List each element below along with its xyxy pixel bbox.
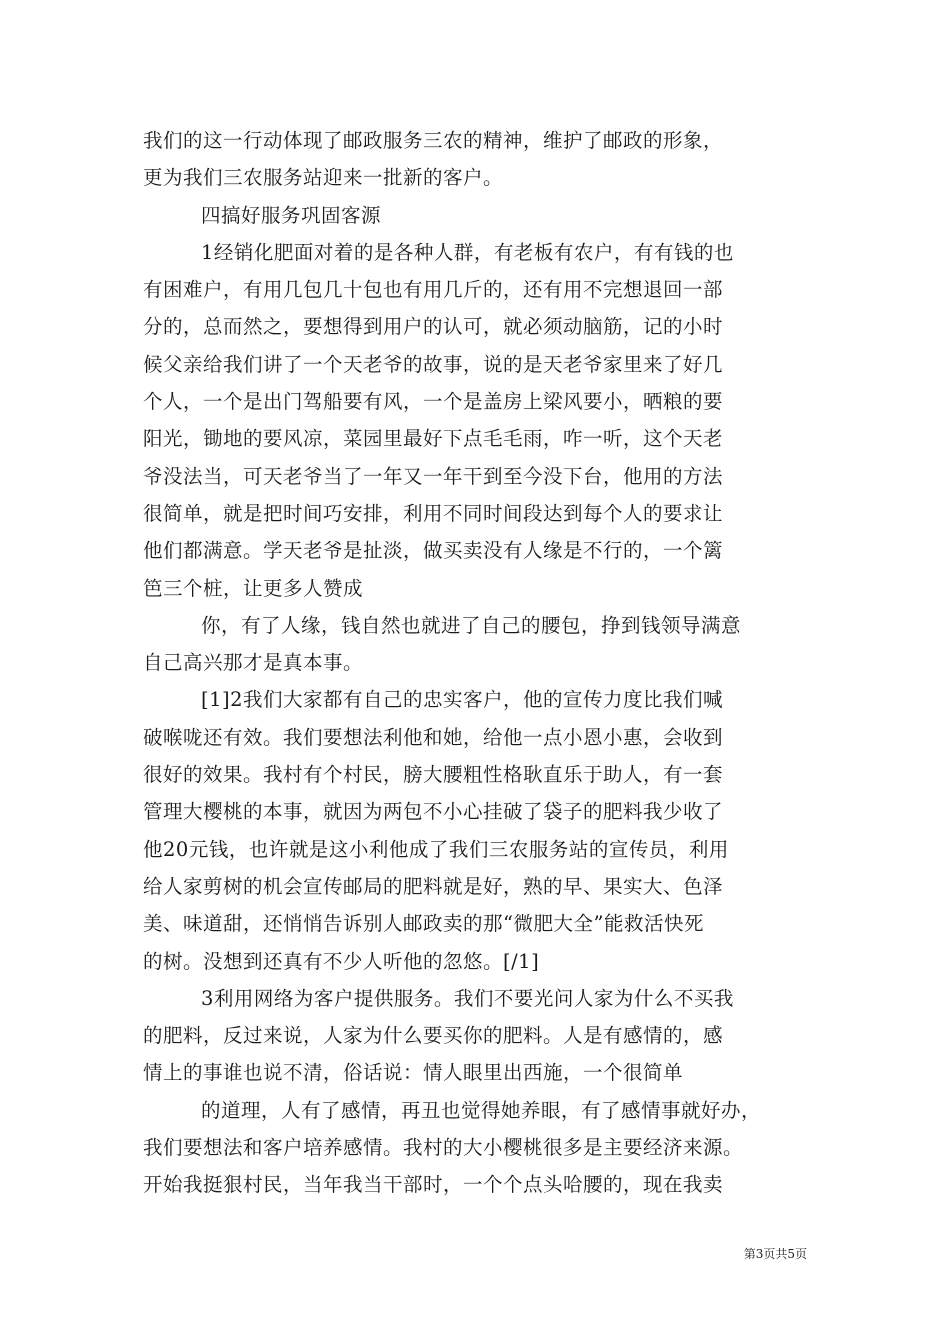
text-line: 我们的这一行动体现了邮政服务三农的精神，维护了邮政的形象， (143, 129, 724, 152)
page-number: 第3页共5页 (743, 1247, 807, 1261)
text-line: 候父亲给我们讲了一个天老爷的故事，说的是天老爷家里来了好几 (143, 352, 724, 376)
text-line: 开始我挺狠村民，当年我当干部时，一个个点头哈腰的，现在我卖 (143, 1173, 724, 1197)
text-line: 四搞好服务巩固客源 (201, 203, 382, 227)
text-line: 情上的事谁也说不清，俗话说：情人眼里出西施，一个很简单 (143, 1061, 684, 1085)
text-line: 自己高兴那才是真本事。 (143, 651, 364, 675)
text-line: 他们都满意。学天老爷是扯淡，做买卖没有人缘是不行的，一个篱 (143, 539, 724, 563)
text-line: 1经销化肥面对着的是各种人群，有老板有农户，有有钱的也 (201, 240, 734, 264)
text-line: [1]2我们大家都有自己的忠实客户，他的宣传力度比我们喊 (201, 688, 724, 712)
text-line: 的树。没想到还真有不少人听他的忽悠。[/1] (143, 949, 540, 973)
text-line: 他20元钱，也许就是这小利他成了我们三农服务站的宣传员，利用 (143, 837, 729, 861)
text-line: 更为我们三农服务站迎来一批新的客户。 (143, 166, 504, 190)
text-line: 的道理，人有了感情，再丑也觉得她养眼，有了感情事就好办， (201, 1098, 762, 1122)
text-line: 有困难户，有用几包几十包也有用几斤的，还有用不完想退回一部 (143, 278, 724, 302)
text-line: 我们要想法和客户培养感情。我村的大小樱桃很多是主要经济来源。 (143, 1136, 744, 1160)
text-line: 笆三个桩，让更多人赞成 (143, 576, 364, 600)
text-line: 个人，一个是出门驾船要有风，一个是盖房上梁风要小，晒粮的要 (143, 390, 724, 414)
text-line: 你，有了人缘，钱自然也就进了自己的腰包，挣到钱领导满意 (201, 613, 742, 637)
text-line: 管理大樱桃的本事，就因为两包不小心挂破了袋子的肥料我少收了 (143, 800, 724, 824)
text-line: 的肥料，反过来说，人家为什么要买你的肥料。人是有感情的，感 (143, 1024, 724, 1048)
text-line: 破喉咙还有效。我们要想法利他和她，给他一点小恩小惠，会收到 (143, 725, 724, 749)
document-body (143, 122, 813, 1204)
text-line: 爷没法当，可天老爷当了一年又一年干到至今没下台，他用的方法 (143, 464, 724, 488)
text-line: 3利用网络为客户提供服务。我们不要光问人家为什么不买我 (201, 986, 734, 1010)
text-line: 很简单，就是把时间巧安排，利用不同时间段达到每个人的要求让 (143, 501, 724, 525)
text-line: 阳光，锄地的要风凉，菜园里最好下点毛毛雨，咋一听，这个天老 (143, 427, 724, 451)
text-line: 很好的效果。我村有个村民，膀大腰粗性格耿直乐于助人，有一套 (143, 763, 724, 787)
text-line: 美、味道甜，还悄悄告诉别人邮政卖的那“微肥大全”能救活快死 (143, 912, 704, 936)
text-line: 给人家剪树的机会宣传邮局的肥料就是好，熟的早、果实大、色泽 (143, 874, 724, 898)
text-line: 分的，总而然之，要想得到用户的认可，就必须动脑筋，记的小时 (143, 315, 724, 339)
